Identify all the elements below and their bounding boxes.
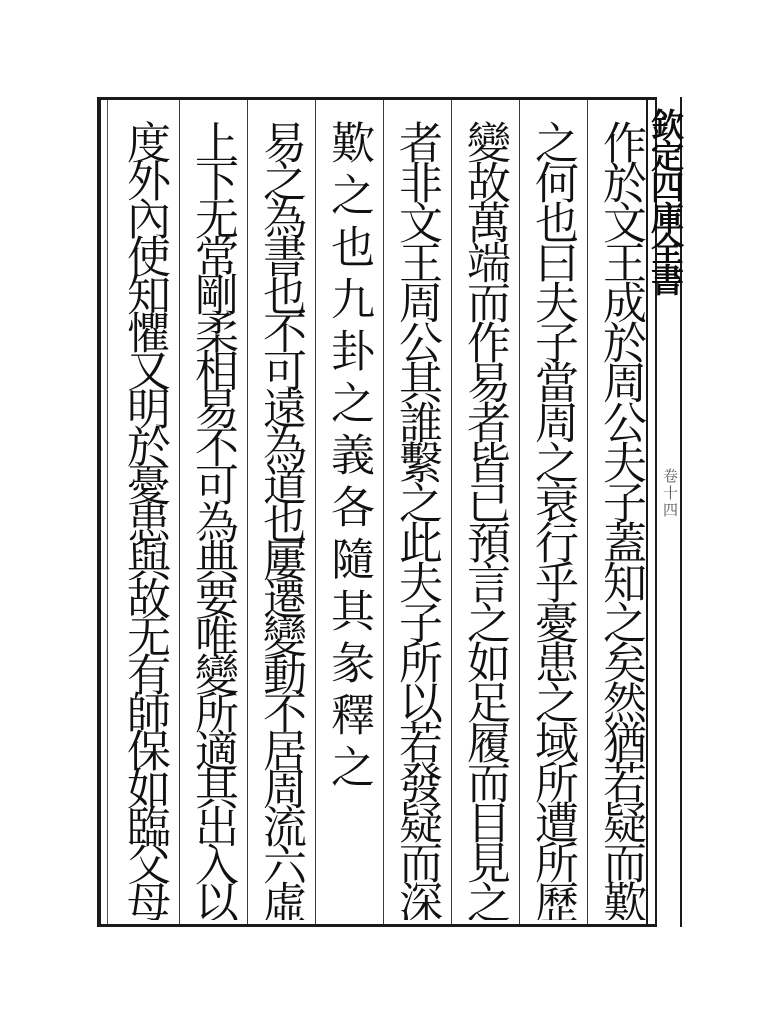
text-column-2: 之何也曰夫子當周之衰行乎憂患之域所遭所歷 — [527, 120, 578, 920]
column-divider — [247, 100, 248, 924]
column-divider — [179, 100, 180, 924]
column-divider — [519, 100, 520, 924]
column-divider — [315, 100, 316, 924]
frame-inner-rule — [107, 100, 108, 924]
text-column-8: 度外內使知懼又明於憂患與故无有師保如臨父母 — [119, 120, 170, 918]
text-column-4: 者非文王周公其誰繫之此夫子所以若發疑而深 — [391, 120, 442, 920]
text-column-1: 作於文王成於周公夫子蓋知之矣然猶若疑而歎 — [595, 120, 646, 920]
column-divider — [451, 100, 452, 924]
column-divider — [383, 100, 384, 924]
text-column-5: 歎之也九卦之義各隨其彖釋之 — [323, 120, 374, 796]
block-heading: 欽定四庫全書 — [646, 108, 685, 294]
column-divider — [587, 100, 588, 924]
text-column-6: 易之為書也不可遠為道也屢遷變動不居周流六虛 — [255, 120, 306, 918]
volume-label: 卷十四 — [661, 468, 679, 519]
text-column-7: 上下无常剛柔相易不可為典要唯變所適其出入以 — [187, 120, 238, 918]
text-column-3: 變故萬端而作易者皆已預言之如足履而目見之 — [459, 120, 510, 920]
